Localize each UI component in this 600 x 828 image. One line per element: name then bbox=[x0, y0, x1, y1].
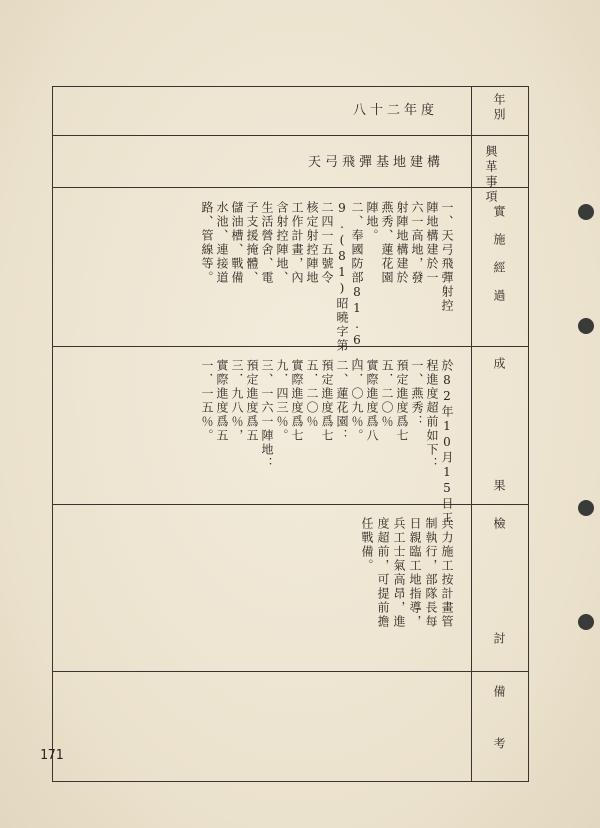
text-column: 兵力施工按計畫管 bbox=[440, 517, 454, 629]
text-column: 程進度超前如下： bbox=[425, 359, 439, 471]
text-column: 兵工士氣高昂，進 bbox=[392, 517, 406, 629]
label-year: 年別 bbox=[492, 93, 506, 123]
text-column: 核定射控陣地 bbox=[305, 201, 319, 285]
text-column: 任戰備。 bbox=[360, 517, 374, 573]
text-column: 制執行，部隊長每 bbox=[424, 517, 438, 629]
text-column: 預定進度爲五 bbox=[245, 359, 259, 443]
label-review-top: 檢 bbox=[492, 517, 506, 532]
text-column: 工作計畫，內 bbox=[290, 201, 304, 285]
row-divider bbox=[53, 504, 528, 505]
text-column: 三、一六一陣地： bbox=[260, 359, 274, 471]
text-column: 二四一五號令 bbox=[320, 201, 334, 285]
label-implementation: 實施經過 bbox=[492, 205, 506, 317]
row-divider bbox=[53, 135, 528, 136]
label-event: 興革事項 bbox=[484, 145, 498, 205]
year-value: 八十二年度 bbox=[353, 103, 439, 118]
binder-hole bbox=[578, 204, 594, 220]
row-divider bbox=[53, 346, 528, 347]
text-column: 水池、連接道 bbox=[215, 201, 229, 285]
text-column: 9.(81)昭曉字第 bbox=[335, 201, 349, 353]
text-column: 預定進度爲七 bbox=[320, 359, 334, 443]
text-column: 九．四三％。 bbox=[275, 359, 289, 443]
binder-hole bbox=[578, 614, 594, 630]
text-column: 一、天弓飛彈射控 bbox=[440, 201, 454, 313]
text-column: 六一高地，發 bbox=[410, 201, 424, 285]
text-column: 含射控陣地、 bbox=[275, 201, 289, 285]
page-number: 171 bbox=[40, 748, 64, 763]
text-column: 生活營舍、電 bbox=[260, 201, 274, 285]
label-remarks-top: 備 bbox=[492, 685, 506, 700]
text-column: 日親臨工地指導， bbox=[408, 517, 422, 629]
text-column: 一、燕秀： bbox=[410, 359, 424, 429]
text-column: 五．二〇％ bbox=[380, 359, 394, 429]
label-remarks-bottom: 考 bbox=[492, 737, 506, 752]
text-column: 度超前，可提前擔 bbox=[376, 517, 390, 629]
column-divider bbox=[471, 87, 472, 781]
label-review-bottom: 討 bbox=[492, 632, 506, 647]
text-column: 子支援掩體、 bbox=[245, 201, 259, 285]
text-column: 四．〇九％。 bbox=[350, 359, 364, 443]
binder-hole bbox=[578, 318, 594, 334]
label-results-top: 成 bbox=[492, 357, 506, 372]
label-results-bottom: 果 bbox=[492, 479, 506, 494]
row-divider bbox=[53, 671, 528, 672]
text-column: 陣地。 bbox=[365, 201, 379, 243]
text-column: 實際進度爲五 bbox=[215, 359, 229, 443]
text-column: 儲油槽、戰備 bbox=[230, 201, 244, 285]
text-column: 三．九八％， bbox=[230, 359, 244, 443]
text-column: 一．一五％。 bbox=[200, 359, 214, 443]
text-column: 燕秀、蓮花園 bbox=[380, 201, 394, 285]
text-column: 於82年10月15日工 bbox=[440, 359, 454, 525]
text-column: 陣地構建於一 bbox=[425, 201, 439, 285]
record-table bbox=[52, 86, 529, 782]
text-column: 預定進度爲七 bbox=[395, 359, 409, 443]
text-column: 實際進度爲八 bbox=[365, 359, 379, 443]
event-value: 天弓飛彈基地建構 bbox=[308, 155, 445, 170]
text-column: 五．二〇％ bbox=[305, 359, 319, 429]
binder-hole bbox=[578, 500, 594, 516]
text-column: 實際進度爲七 bbox=[290, 359, 304, 443]
row-divider bbox=[53, 187, 528, 188]
text-column: 二、蓮花園： bbox=[335, 359, 349, 443]
text-column: 二、奉國防部81.6. bbox=[350, 201, 364, 365]
text-column: 路、管線等。 bbox=[200, 201, 214, 285]
text-column: 射陣地構建於 bbox=[395, 201, 409, 285]
